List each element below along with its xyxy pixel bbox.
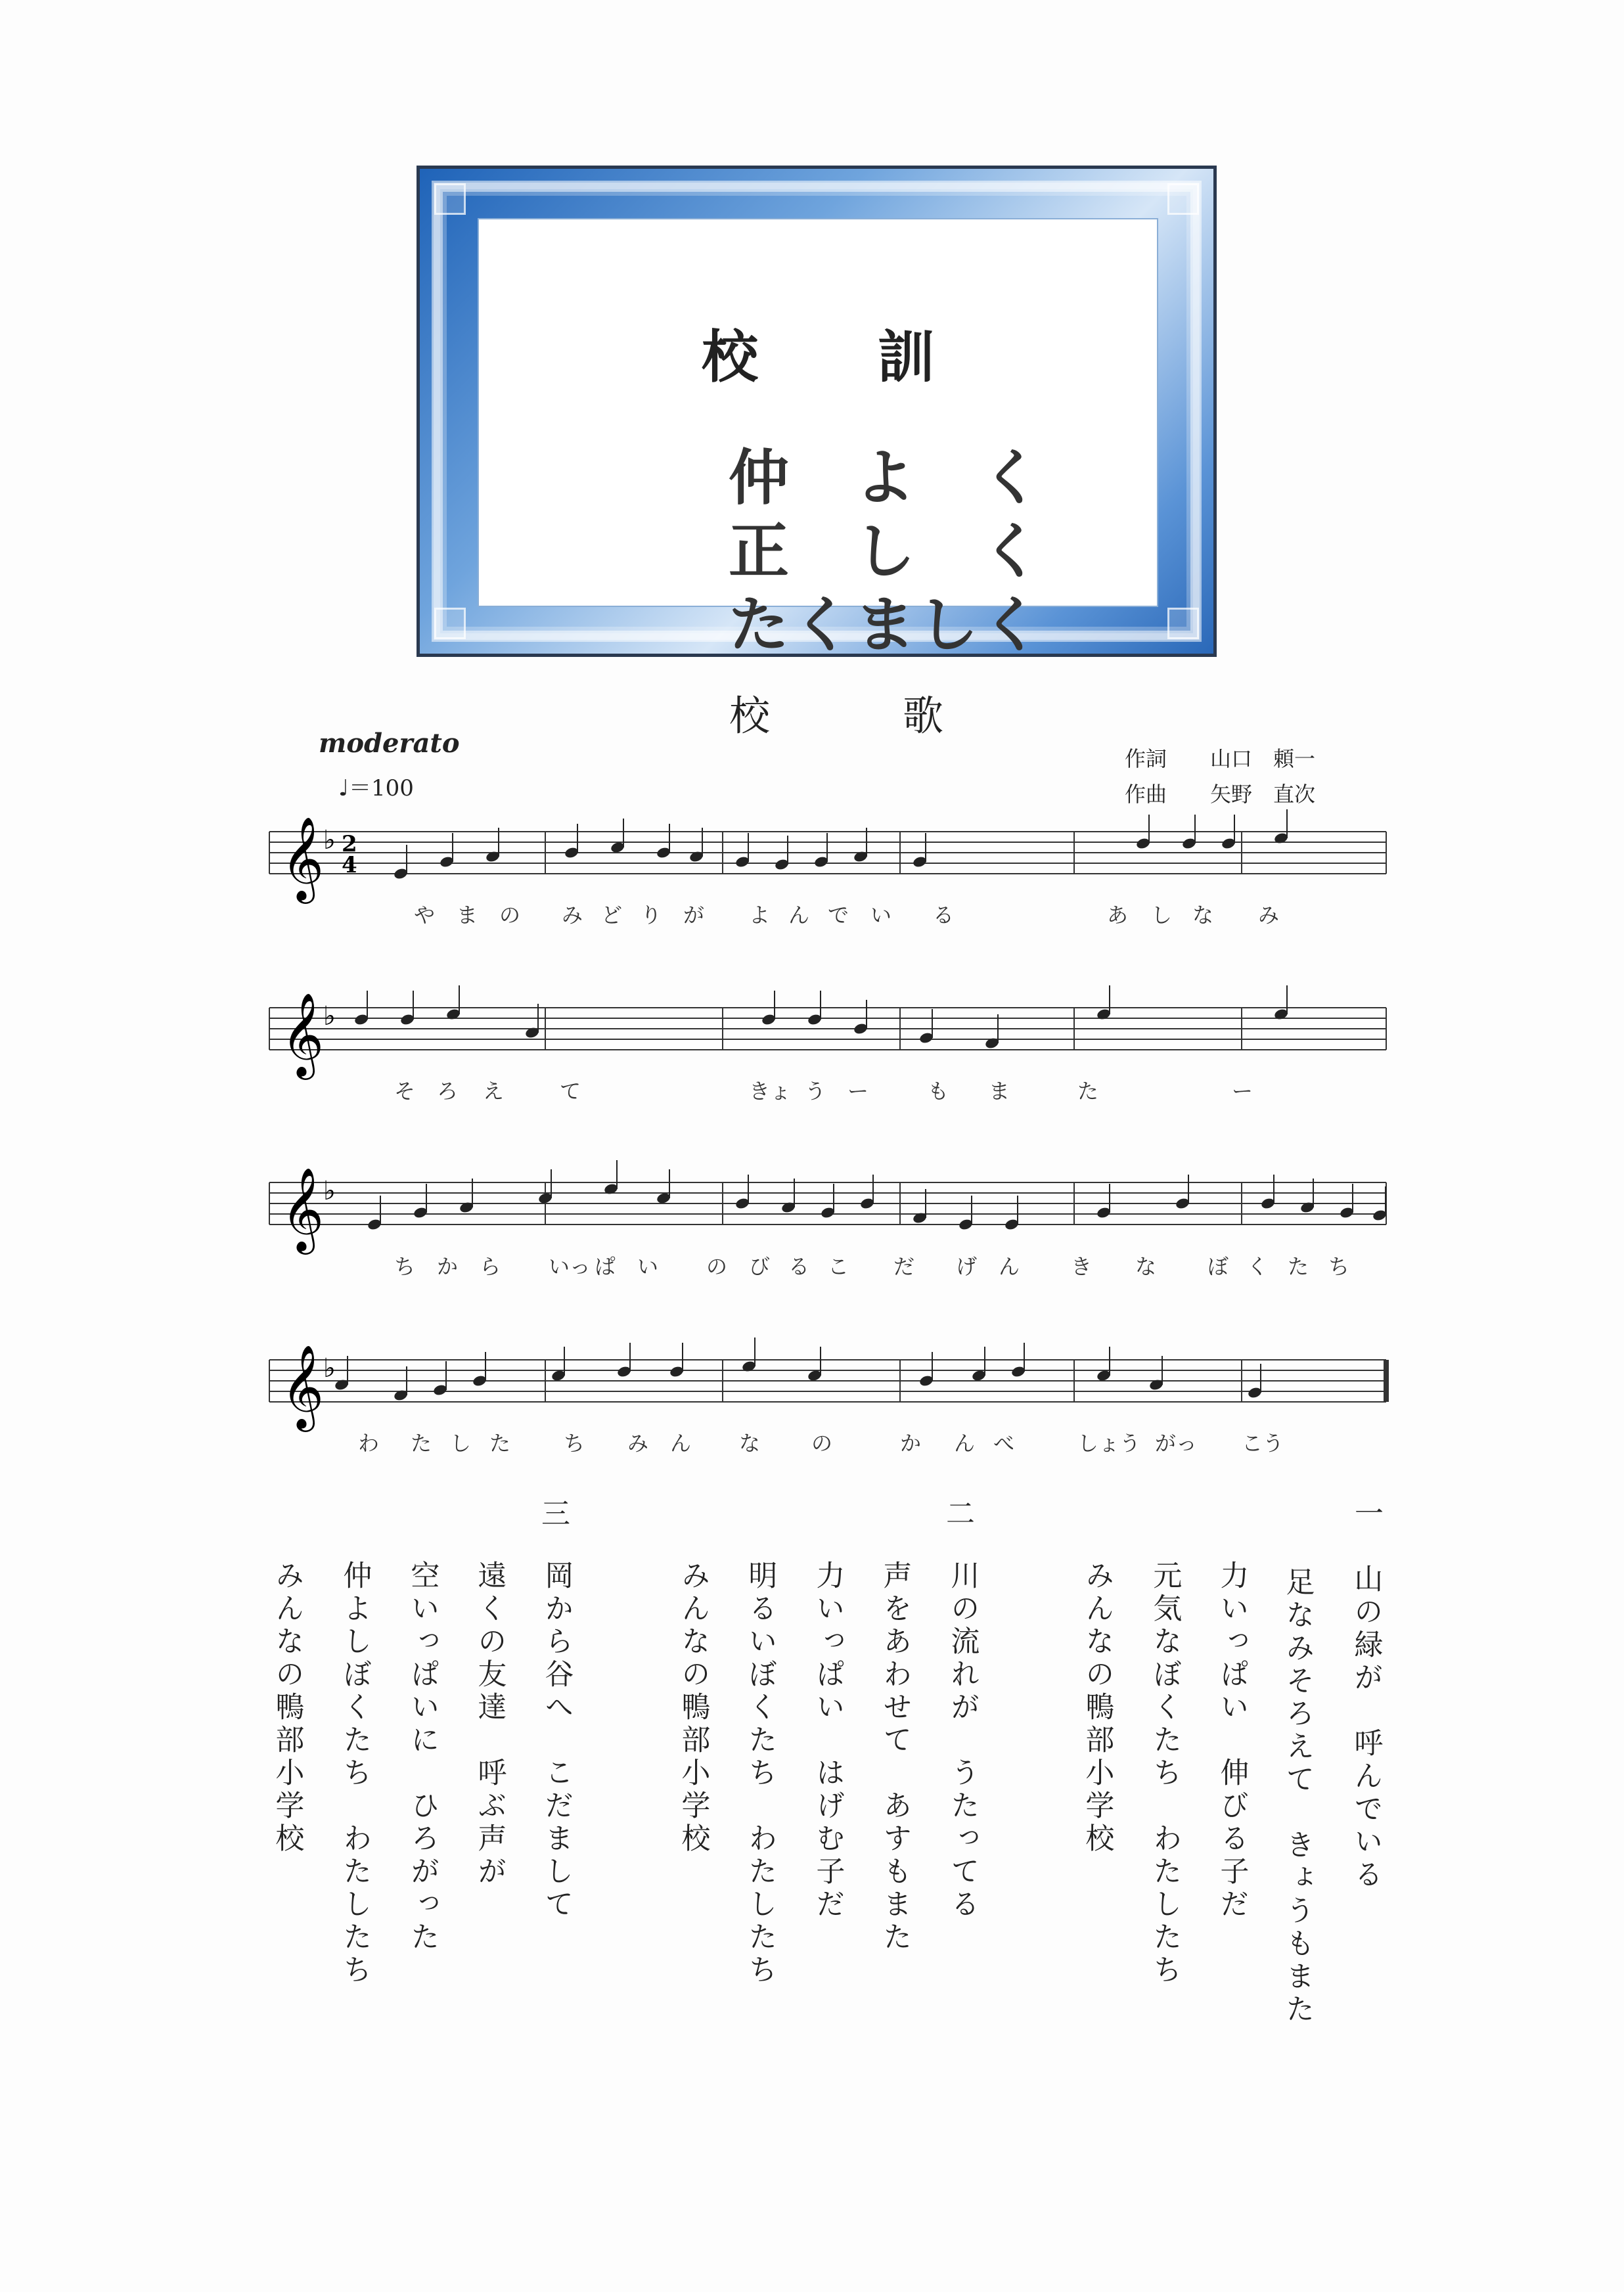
- verse-number-1: 一: [1355, 1497, 1384, 1531]
- staff-notation: [269, 985, 1386, 1077]
- lyric-syllable: み: [562, 903, 583, 928]
- lyric-syllable: ま: [989, 1079, 1010, 1104]
- lyric-syllable: しょう: [1077, 1431, 1141, 1456]
- motto-line-2: 正 し く: [729, 516, 1045, 587]
- staff-notation: [269, 1337, 1386, 1429]
- lyric-syllable: て: [560, 1079, 581, 1104]
- flat-key-signature-icon: ♭: [323, 1001, 336, 1031]
- composer-name: 矢野 直次: [1210, 782, 1316, 807]
- treble-clef-icon: 𝄞: [281, 816, 325, 900]
- lyric-syllable: ん: [954, 1431, 976, 1456]
- treble-clef-icon: 𝄞: [281, 1344, 325, 1428]
- lyric-syllable: た: [1288, 1254, 1309, 1279]
- music-staff-4: [269, 1337, 1386, 1429]
- lyric-syllable: る: [788, 1254, 810, 1279]
- verse-number-3: 三: [541, 1497, 570, 1531]
- plaque-corner-ornament: [434, 608, 466, 639]
- lyric-syllable: ま: [457, 903, 478, 928]
- lyric-syllable: ど: [601, 903, 623, 928]
- metronome-marking: ♩＝100: [338, 775, 414, 801]
- lyric-syllable: そ: [394, 1079, 416, 1104]
- staff-notation: [269, 1160, 1386, 1252]
- verse-line: 遠くの友達 呼ぶ声が: [472, 1560, 507, 1889]
- lyric-syllable: げ: [956, 1254, 978, 1279]
- verse-line: 力いっぱい はげむ子だ: [811, 1560, 845, 1921]
- lyric-syllable: ー: [1232, 1079, 1253, 1104]
- verse-line: 足なみそろえて きょうもまた: [1280, 1567, 1315, 2027]
- lyric-syllable: し: [450, 1431, 472, 1456]
- motto-heading: 校 訓: [702, 325, 966, 390]
- flat-key-signature-icon: ♭: [323, 825, 336, 855]
- lyric-syllable: の: [499, 903, 521, 928]
- lyric-syllable: きょ: [749, 1079, 792, 1104]
- music-staff-1: [269, 809, 1386, 901]
- lyric-syllable: ち: [564, 1431, 585, 1456]
- lyric-syllable: ち: [394, 1254, 416, 1279]
- lyric-syllable: わ: [358, 1431, 380, 1456]
- flat-key-signature-icon: ♭: [323, 1176, 336, 1206]
- verse-line: 岡から谷へ こだまして: [539, 1560, 574, 1921]
- lyric-syllable: ん: [670, 1431, 692, 1456]
- lyric-syllable: き: [1071, 1254, 1093, 1279]
- plaque-corner-ornament: [1167, 183, 1199, 215]
- lyric-syllable: こう: [1242, 1431, 1284, 1456]
- lyric-syllable: な: [739, 1431, 761, 1456]
- plaque-corner-ornament: [1167, 608, 1199, 639]
- verse-line: 川の流れが うたってる: [945, 1560, 980, 1921]
- plaque-corner-ornament: [434, 183, 466, 215]
- motto-plaque: [417, 166, 1217, 660]
- lyric-syllable: だ: [893, 1254, 915, 1279]
- lyric-syllable: も: [928, 1079, 949, 1104]
- verse-line: 山の緑が 呼んでいる: [1349, 1563, 1383, 1892]
- lyric-syllable: え: [483, 1079, 505, 1104]
- lyric-syllable: た: [489, 1431, 511, 1456]
- lyric-syllable: な: [1192, 903, 1214, 928]
- composer-role: 作曲: [1125, 782, 1167, 807]
- lyric-syllable: こ: [828, 1254, 849, 1279]
- song-title: 校 歌: [729, 692, 990, 740]
- lyricist-name: 山口 頼一: [1210, 746, 1316, 771]
- lyricist-role: 作詞: [1125, 746, 1167, 771]
- treble-clef-icon: 𝄞: [281, 992, 325, 1076]
- lyric-syllable: ら: [480, 1254, 501, 1279]
- lyric-syllable: び: [749, 1254, 771, 1279]
- lyric-syllable: で: [828, 903, 849, 928]
- verse-line: 仲よしぼくたち わたしたち: [338, 1560, 372, 1987]
- verse-line: みんなの鴨部小学校: [676, 1560, 710, 1856]
- lyric-syllable: ん: [999, 1254, 1020, 1279]
- plaque-content: [478, 218, 1158, 660]
- lyric-syllable: ー: [847, 1079, 869, 1104]
- lyric-syllable: い: [637, 1254, 659, 1279]
- staff-notation: [269, 809, 1386, 901]
- verse-line: みんなの鴨部小学校: [1080, 1560, 1114, 1856]
- verse-line: みんなの鴨部小学校: [270, 1560, 304, 1856]
- lyric-syllable: み: [1258, 903, 1280, 928]
- lyric-syllable: し: [1151, 903, 1173, 928]
- lyric-syllable: べ: [993, 1431, 1015, 1456]
- lyric-syllable: が: [683, 903, 705, 928]
- motto-line-3: たくましく: [729, 590, 1045, 660]
- lyric-syllable: いっ: [549, 1254, 591, 1279]
- music-staff-2: [269, 985, 1386, 1077]
- verse-line: 元気なぼくたち わたしたち: [1148, 1560, 1182, 1987]
- lyric-syllable: の: [811, 1431, 833, 1456]
- lyric-syllable: か: [900, 1431, 922, 1456]
- lyric-syllable: り: [641, 903, 662, 928]
- lyric-syllable: がっ: [1155, 1431, 1198, 1456]
- motto-line-1: 仲 よ く: [729, 443, 1045, 513]
- lyric-syllable: ろ: [437, 1079, 459, 1104]
- time-signature-bottom: 4: [342, 852, 357, 878]
- lyric-syllable: や: [414, 903, 436, 928]
- flat-key-signature-icon: ♭: [323, 1353, 336, 1383]
- time-signature-top: 2: [342, 831, 357, 857]
- verse-number-2: 二: [946, 1497, 975, 1531]
- lyric-syllable: ん: [788, 903, 810, 928]
- tempo-marking: moderato: [319, 728, 460, 759]
- verse-line: 明るいぼくたち わたしたち: [743, 1560, 777, 1987]
- lyric-syllable: ぼ: [1207, 1254, 1229, 1279]
- lyric-syllable: る: [933, 903, 955, 928]
- lyric-syllable: い: [870, 903, 892, 928]
- lyric-syllable: か: [437, 1254, 459, 1279]
- music-staff-3: [269, 1160, 1386, 1252]
- lyric-syllable: み: [627, 1431, 649, 1456]
- lyric-syllable: ぱ: [595, 1254, 616, 1279]
- lyric-syllable: あ: [1107, 903, 1129, 928]
- lyric-syllable: く: [1247, 1254, 1269, 1279]
- lyric-syllable: の: [706, 1254, 728, 1279]
- verse-line: 力いっぱい 伸びる子だ: [1215, 1560, 1249, 1921]
- treble-clef-icon: 𝄞: [281, 1167, 325, 1251]
- lyric-syllable: よ: [749, 903, 771, 928]
- lyric-syllable: た: [1077, 1079, 1099, 1104]
- lyric-syllable: う: [805, 1079, 826, 1104]
- lyric-syllable: な: [1135, 1254, 1157, 1279]
- verse-line: 声をあわせて あすもまた: [878, 1560, 912, 1954]
- lyric-syllable: た: [411, 1431, 432, 1456]
- verse-line: 空いっぱいに ひろがった: [405, 1560, 440, 1954]
- lyric-syllable: ち: [1328, 1254, 1350, 1279]
